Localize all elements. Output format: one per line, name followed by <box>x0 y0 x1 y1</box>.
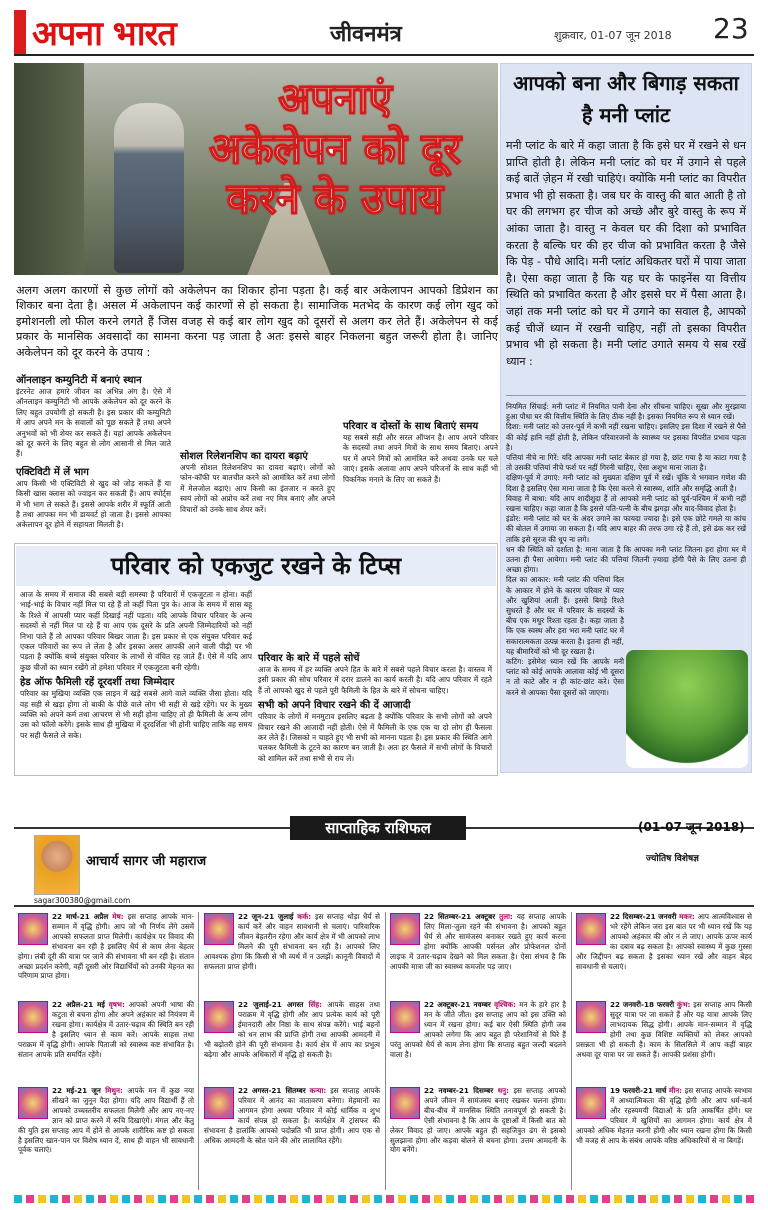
zodiac-text <box>204 1086 380 1145</box>
zodiac-symbol-icon <box>204 1087 234 1119</box>
tips-para-1: आज के समय में समाज की सबसे बड़ी समस्या है परिवारों में एकजुटता न होना। कहीं भाई-भाई के विचार नहीं मिल पा रहे हैं तो कहीं पिता पुत्र के। आज के समय में सास बहू के रिश्ते में आपसी प्यार कहीं दिखाई नहीं पड़ता। यदि आपके विचार परिवार के अन्य सदस्यों से नहीं मिल पा रहे हैं या आप एक दूसरे के प्रति अपनी जिम्मेदारियों को नहीं निभा पाते हैं तो आपका परिवार बिखर जाता है। इस प्रकार से एक संयुक्त परिवार कई एकल परिवारों का रूप ले लेता है और इसका असर आपकी आने वाली पीढ़ी पर भी पड़ता है क्योंकि बच्चे संयुक्त परिवार के लाभों से वंचित रह जाते हैं। ऐसे में यदि आप कुछ चीजों का ध्यान रखेंगे तो हमेशा परिवार में एकजुटता बनी रहेगी। <box>20 590 252 672</box>
zodiac-name: मकर: <box>679 912 698 921</box>
zodiac-text <box>390 1000 566 1059</box>
page-number: 23 <box>713 12 749 45</box>
zodiac-name: मीन: <box>669 1086 685 1095</box>
rashifal-divider-3 <box>571 912 572 1190</box>
plant-tip-8: दिल का आकार: मनी प्लांट की पत्तियां दिल के आकार में होने के कारण परिवार में प्यार और खुशियां आती हैं। इससे बिगड़े रिश्ते सुधरते हैं और घर में परिवार के सदस्यों के बीच एक मधुर रिश्ता रहता है। कहा जाता है कि एक स्वस्थ और हरा भरा मनी प्लांट घर में सकारात्मकता उत्पन्न करता है। इतना ही नहीं, यह बीमारियों को भी दूर रखता है। <box>506 575 624 656</box>
zodiac-name: कन्या: <box>309 1086 331 1095</box>
zodiac-symbol-icon <box>18 913 48 945</box>
rashifal-title: साप्ताहिक राशिफल <box>290 816 466 840</box>
zodiac-text <box>576 1086 752 1145</box>
zodiac-date-range: 22 अप्रैल-21 मई <box>52 1000 109 1009</box>
money-plant-divider <box>506 395 746 396</box>
lead-headline-line1: अपनाएं <box>278 74 392 123</box>
zodiac-forecast: इस सप्ताह थोड़ा धैर्य से कार्य करें और वाहन सावधानी से चलाएं। पारिवारिक जीवन बेहतरीन रहेगा और कार्य क्षेत्र में भी आपको लाभ मिलने की पूरी संभावना बन रही है। आपको लिए आवश्यक होगा कि किसी से भी व्यर्थ में न उलझें। कानूनी विवादों में सफलता प्राप्त होगी। <box>204 912 380 971</box>
astrologer-tag: ज्योतिष विशेषज्ञ <box>646 854 699 864</box>
issue-date: शुक्रवार, 01-07 जून 2018 <box>554 29 672 42</box>
zodiac-forecast: आप आत्मविश्वास से भरे रहेंगे लेकिन जरा इस बात पर भी ध्यान रखें कि यह आपको अहंकार की ओर न ले जाए। आपके ऊपर कार्य का दबाव बढ़ सकता है। आपको स्वास्थ्य में कुछ गुस्सा और जिद्दीपन बढ़ सकता है इसका ध्यान रखें और वाहन बेहद सावधानी से चलाएं। <box>576 912 752 971</box>
tips-para-4: परिवार के लोगों में मनमुटाव इसलिए बढ़ता है क्योंकि परिवार के सभी लोगों को अपने विचार रखने की आजादी नहीं होती। ऐसे में फैमिली के एक एक या दो लोग ही फैसला कर लेते हैं। जिसको न चाहते हुए भी सभी को मानना पड़ता है। इस प्रकार की स्थिति आगे चलकर फैमिली के टूटने का कारण बन जाती है। अतः हर फैसले में सभी लोगों के विचारों को शामिल करें तथा सभी से राय लें। <box>258 712 492 763</box>
brand-red-bar <box>14 10 26 54</box>
zodiac-symbol-icon <box>18 1001 48 1033</box>
zodiac-date-range: 22 सितम्बर-21 अक्टूबर <box>424 912 500 921</box>
plant-tip-3: पत्तियां नीचे ना गिरें: यदि आपका मनी प्लांट बेकार हो गया है, छांट गया है या काटा गया है तो उसकी पत्तियां नीचे फर्श पर नहीं गिरनी चाहिए, ऐसा अशुभ माना जाता है। <box>506 453 746 473</box>
zodiac-symbol-icon <box>576 1001 606 1033</box>
zodiac-text <box>18 1086 194 1155</box>
lead-headline-line3: करने के उपाय <box>226 174 444 223</box>
zodiac-text <box>576 1000 752 1059</box>
astrologer-name: आचार्य सागर जी महाराज <box>86 854 207 869</box>
rashifal-grid-top <box>14 905 754 907</box>
zodiac-text <box>18 1000 194 1059</box>
lead-headline-line2: अकेलेपन को दूर <box>209 124 461 173</box>
lead-column-1 <box>16 374 171 531</box>
zodiac-forecast: इस सप्ताह आपको अपने जीवन में सामंजस्य बनाए रखकर चलना होगा। बीच-बीच में मानसिक स्थिति तनावपूर्ण हो सकती है। ऐसी संभावना है कि आप के दृष्टाओं में किसी बात को लेकर विवाद हो जाए। आपके बहुत ही सहजित्रुत ढंग से इसको सुलझाना होगा और कड़वा बोलने से बचना होगा। उत्तम आमदनी के योग बनेंगे। <box>390 1086 566 1155</box>
rashifal-divider-1 <box>198 912 199 1190</box>
plant-tip-1: नियमित सिंचाई: मनी प्लांट में नियमित पानी देना और सींचना चाहिए। सूखा और मुरझाया हुआ पौधा घर की वित्तीय स्थिति के लिए ठीक नहीं है। इसका नियमित रूप से ध्यान रखें। <box>506 402 746 422</box>
astrologer-email: sagar300380@gmail.com <box>34 896 131 905</box>
newspaper-brand: अपना भारत <box>32 14 176 54</box>
zodiac-name: कर्क: <box>297 912 315 921</box>
zodiac-date-range: 22 नवम्बर-21 दिसम्बर <box>424 1086 498 1095</box>
rashifal-divider-2 <box>385 912 386 1190</box>
lead-headline <box>170 74 500 224</box>
zodiac-sign-entry <box>576 912 752 996</box>
zodiac-name: कुंभ: <box>676 1000 694 1009</box>
rashifal-date: (01-07 जून 2018) <box>638 820 745 834</box>
photo-tree <box>14 63 84 275</box>
zodiac-sign-entry <box>390 1000 566 1084</box>
zodiac-date-range: 22 जून-21 जुलाई <box>238 912 298 921</box>
zodiac-date-range: 22 जनवरी-18 फरवरी <box>610 1000 677 1009</box>
footer-color-dots <box>14 1195 754 1203</box>
tips-subhead-3: सभी को अपने विचार रखने की दें आजादी <box>258 700 411 712</box>
tips-para-2: परिवार का मुखिया व्यक्ति एक लाइन में खड़े सबसे आगे वाले व्यक्ति जैसा होता। यदि वह सही से खड़ा होगा तो बाकी के पीछे वाले लोग भी सही से खड़े रहेंगे। घर के मुख्य व्यक्ति को अपने कर्म तथा आचरण से भी सही होना चाहिए तो ही फैमिली के अन्य लोग उस को फॉलो करेंगे। इसके साथ ही मुखिया में दूरदर्शिता भी होनी चाहिए ताकि वह समय पर सही फैसले ले सके। <box>20 689 252 740</box>
tips-subhead-1: हेड ऑफ फैमिली रहें दूरदर्शी तथा जिम्मेदार <box>20 677 175 689</box>
zodiac-sign-entry <box>390 912 566 996</box>
zodiac-forecast: आपके साहस तथा पराक्रम में वृद्धि होगी और आप प्रत्येक कार्य को पूरी ईमानदारी और निष्ठा के साथ संपन्न करेंगे। भाई बहनों को धन लाभ की प्राप्ति होगी तथा आपकी आमदनी में भी बढ़ोतरी होने की पूरी संभावना है। कार्य क्षेत्र में आप का प्रभुत्व बढ़ेगा और आपके अधिकारों में वृद्धि हो सकती है। <box>204 1000 380 1059</box>
plant-tip-5: विवाह में बाधा: यदि आप शादीशुदा हैं तो आपको मनी प्लांट को पूर्व-पश्चिम में कभी नहीं रखना चाहिए। कहा जाता है कि इससे पति-पत्नी के बीच झगड़ा और वाद-विवाद होता है। <box>506 493 746 514</box>
lead-subhead-2: एक्टिविटी में लें भाग <box>16 466 89 478</box>
zodiac-forecast: आपको अपनी भाषा की कटुता से बचना होगा और अपने अहंकार को नियंत्रण में रखना होगा। कार्यक्षेत्र में उतार-चढ़ाव की स्थिति बन रही है इसलिए ध्यान से काम करें। आपके साहस तथा पराक्रम में वृद्धि होगी। आपके पिताजी को स्वास्थ्य कष्ट संभावित है। संतान आपके प्रति समर्पित रहेंगे। <box>18 1000 194 1059</box>
zodiac-symbol-icon <box>390 913 420 945</box>
lead-column-2 <box>180 376 335 515</box>
zodiac-name: मिथुन: <box>105 1086 128 1095</box>
plant-tip-4: दक्षिण-पूर्व में उगाएं: मनी प्लांट को मुख्यतः दक्षिण पूर्व में रखें। चूंकि ये भगवान गणेश की दिशा है इसलिए ऐसा माना जाता है कि ऐसा करने से स्वास्थ्य, शांति और समृद्धि आती है। <box>506 473 746 493</box>
zodiac-date-range: 22 अक्टूबर-21 नवम्बर <box>424 1000 495 1009</box>
family-tips-col-1 <box>20 590 252 741</box>
zodiac-sign-entry <box>18 1000 194 1084</box>
lead-column-3 <box>343 376 498 485</box>
zodiac-sign-entry <box>204 912 380 996</box>
zodiac-text <box>390 912 566 971</box>
plant-tip-6: इंडोर: मनी प्लांट को घर के अंदर उगाने का फायदा ज्यादा है। इसे एक छोटे गमले या कांच की बोतल में उगाया जा सकता है। यदि आप बाहर की तरफ उगा रहे हैं तो, इसे ढंक कर रखें ताकि इसे सूरज की धूप ना लगे। <box>506 514 746 544</box>
zodiac-name: धनु: <box>497 1086 514 1095</box>
zodiac-name: वृश्चिक: <box>494 1000 520 1009</box>
zodiac-symbol-icon <box>390 1001 420 1033</box>
zodiac-date-range: 22 दिसम्बर-21 जनवरी <box>610 912 680 921</box>
zodiac-symbol-icon <box>204 913 234 945</box>
family-tips-col-2 <box>258 652 492 764</box>
zodiac-date-range: 22 जुलाई-21 अगस्त <box>238 1000 309 1009</box>
zodiac-forecast: इस सप्ताह आपके स्वभाव में आध्यात्मिकता की वृद्धि होगी और आप धर्म-कर्म और रहस्यमयी विद्याओं के प्रति आकर्षित होंगे। घर परिवार में खुशियों का आगमन होगा। कार्य क्षेत्र में आपको अधिक मेहनत करनी होगी और ध्यान रखना होगा कि किसी भी वजह से आप के संबंध आपके वरिष्ठ अधिकारियों से ना बिगड़ें। <box>576 1086 752 1145</box>
header-rule <box>14 54 754 56</box>
lead-para-2: आप किसी भी एक्टिविटी से खुद को जोड़ सकते हैं या किसी खास क्लास को ज्वाइन कर सकती हैं। आप स्पोर्ट्स में भी भाग ले सकते हैं। इससे आपके शरीर में स्फूर्ति आती है तथा आपका मन भी डायवर्ट हो जाता है। इससे आपका अकेलापन दूर होने में सहायता मिलती है। <box>16 478 171 530</box>
tips-subhead-2: परिवार के बारे में पहले सोचें <box>258 653 360 664</box>
zodiac-text <box>204 912 380 971</box>
zodiac-sign-entry <box>390 1086 566 1188</box>
zodiac-name: तुला: <box>499 912 517 921</box>
zodiac-symbol-icon <box>576 1087 606 1119</box>
lead-subhead-3: सोशल रिलेशनशिप का दायरा बढ़ाएं <box>180 451 308 462</box>
zodiac-sign-entry <box>18 1086 194 1188</box>
zodiac-text <box>18 912 194 981</box>
zodiac-symbol-icon <box>390 1087 420 1119</box>
plant-tip-2: दिशा: मनी प्लांट को उत्तर-पूर्व में कभी नहीं रखना चाहिए। इसलिए इस दिशा में रखने से पैसे की कोई हानि नहीं होती है, लेकिन परिवारजनों के स्वास्थ्य पर इसका विपरीत प्रभाव पड़ता है। <box>506 422 746 452</box>
zodiac-text <box>576 912 752 971</box>
zodiac-symbol-icon <box>18 1087 48 1119</box>
lead-para-1: इंटरनेट आज हमारे जीवन का अभिन्न अंग है। ऐसे में ऑनलाइन कम्युनिटी भी आपके अकेलेपन को दूर करने के लिए बहुत उपयोगी हो सकती है। इस प्रकार की कम्युनिटी में आप अपने मन के सवालों को पूछ सकते हैं तथा अपने अनुभवों को भी शेयर कर सकते हैं। यहां आपके अकेलेपन को दूर करने के लिए बहुत से लोग आसानी से मिल जाते हैं। <box>16 387 171 459</box>
astrologer-photo <box>34 835 80 895</box>
tips-para-3: आज के समय में हर व्यक्ति अपने हित के बारे में सबसे पहले विचार करता है। वास्तव में इसी प्रकार की सोच परिवार में दरार डालने का कार्य करती है। यदि आप परिवार में रहते हैं तो आपको खुद से पहले पूरी फैमिली के हित के बारे में सोचना चाहिए। <box>258 665 492 695</box>
zodiac-sign-entry <box>204 1000 380 1084</box>
section-title: जीवनमंत्र <box>330 22 402 47</box>
zodiac-forecast: इस सप्ताह आपके परिवार में आनंद का वातावरण बनेगा। मेहमानों का आगमन होगा अथवा परिवार में कोई धार्मिक व शुभ कार्य संपन्न हो सकता है। कार्यक्षेत्र में ट्रांसफर की संभावना है हालांकि आपको पदोन्नति भी प्राप्त होगी। आप एक से अधिक आमदनी के स्रोत पाने की ओर लालायित रहेंगे। <box>204 1086 380 1145</box>
zodiac-forecast: यह सप्ताह आपके लिए मिला-जुला रहने की संभावना है। आपको बहुत धैर्य से और सामंजस्य बनाकर रखते हुए कार्य करना होगा क्योंकि आपकी पर्सनल और प्रोफेशनल दोनों लाइफ में उतार-चढ़ाव देखने को मिल सकता है। ऐसा संभव है कि आपकी मात्रा जी का स्वास्थ्य कमजोर पड़ जाए। <box>390 912 566 971</box>
zodiac-date-range: 19 फरवरी-21 मार्च <box>610 1086 670 1095</box>
lead-subhead-1: ऑनलाइन कम्युनिटी में बनाएं स्थान <box>16 375 142 386</box>
lead-subhead-4: परिवार व दोस्तों के साथ बिताएं समय <box>343 421 479 432</box>
money-plant-intro: मनी प्लांट के बारे में कहा जाता है कि इसे घर में रखने से धन प्राप्ति होती है। लेकिन मनी प्लांट को घर में उगाने से पहले कई बातें ज़ेहन में रखी चाहिएं। क्योंकि मनी प्लांट का विपरीत प्रभाव भी हो सकता है। जब घर के वास्तु की बात आती है तो घर की लगभग हर चीज को अच्छे और बुरे वास्तु के रूप में आंका जाता है। वास्तु न केवल घर की दिशा को प्रभावित करता है बल्कि घर की हर चीज को प्रभावित करता है जैसे कि पेड़ - पौधे आदि। मनी प्लांट अधिकतर घरों में पाया जाता है। ऐसा कहा जाता है कि यह घर के फाइनेंस या वित्तीय स्थिति को प्रभावित करता है और इससे घर में पैसा आता है। जहां तक मनी प्लांट को घर में उगाने का सवाल है, आपको कई चीजें ध्यान में रखनी चाहिए, नहीं तो इसका विपरीत प्रभाव भी हो सकता है। मनी प्लांट उगाते समय ये सब रखें ध्यान : <box>506 139 746 368</box>
zodiac-forecast: इस सप्ताह आपके मान-सम्मान में वृद्धि होगी। आप जो भी निर्णय लेंगे उसमें आपको सफलता प्राप्त मिलेगी। कार्यक्षेत्र पर विवाद की संभावना बन रही है इसलिए धैर्य से काम लेना बेहतर होगा। लंबी दूरी की यात्रा पर जाने की संभावना भी बन रही है। संतान अच्छा प्रदर्शन करेगी, वहीं दूसरी ओर विद्यार्थियों को उनकी मेहनत का परिणाम प्राप्त होगा। <box>18 912 194 981</box>
lead-intro: अलग अलग कारणों से कुछ लोगों को अकेलेपन का शिकार होना पड़ता है। कई बार अकेलापन आपको डिप्रेशन का शिकार बना देता है। असल में अकेलापन कई कारणों से हो सकता है। सामाजिक मतभेद के कारण कई लोग खुद को इमोशनली लो फील करने लगते हैं जिस वजह से कई बार लोग खुद को दूसरों से अलग कर लेते हैं। अकेलेपन से कई प्रकार के मानसिक अवसादों का सामना करना पड़ जाता है अतः इससे बाहर निकलना बहुत जरूरी होता है। जानिए अकेलेपन को दूर करने के उपाय : <box>16 284 498 359</box>
zodiac-date-range: 22 अगस्त-21 सितम्बर <box>238 1086 310 1095</box>
zodiac-date-range: 22 मार्च-21 अप्रैल <box>52 912 113 921</box>
money-plant-headline: आपको बना और बिगाड़ सकता है मनी प्लांट <box>513 71 739 127</box>
plant-tip-7: धन की स्थिति को दर्शाता है: माना जाता है कि आपका मनी प्लांट जितना हरा होगा घर में उतना ही पैसा आयेगा। मनी प्लांट की पत्तियां जितनी ज़्यादा होंगी पैसे के लिए उतना ही अच्छा होगा। <box>506 544 746 575</box>
zodiac-forecast: मन के हारे हार है मन के जीते जीत। इस सप्ताह आप को इस उक्ति को ध्यान में रखना होगा। कई बार ऐसी स्थिति होगी जब आपको लगेगा कि आप बहुत ही परेशानियों से घिरे हैं परंतु आपको धैर्य से काम लेना होगा कि सप्ताह बहुत जल्दी बदलने वाला है। <box>390 1000 566 1059</box>
zodiac-sign-entry <box>204 1086 380 1188</box>
zodiac-sign-entry <box>576 1086 752 1188</box>
zodiac-name: मेष: <box>112 912 128 921</box>
zodiac-name: वृषभ: <box>108 1000 129 1009</box>
zodiac-text <box>390 1086 566 1155</box>
zodiac-sign-entry <box>18 912 194 996</box>
money-plant-photo <box>626 650 748 768</box>
zodiac-forecast: इस सप्ताह आप किसी सुदूर यात्रा पर जा सकते हैं और यह यात्रा आपके लिए लाभदायक सिद्ध होगी। आपके मान-सम्मान में वृद्धि होगी तथा कुछ विशिष्ट व्यक्तियों को लेकर आपको प्रसन्नता भी हो सकती है। काम के सिलसिले में आप कहीं बाहर अथवा दूर यात्रा पर जा सकते हैं। आपकी प्रशंसा होगी। <box>576 1000 752 1059</box>
plant-tip-9: कटिंग: इसेमेश ध्यान रखें कि आपके मनी प्लांट को कोई आपके आलावा कोई भी दूसरा न तो काटे और न ही कांट-छांट करे। ऐसा करने से आपका पैसा दूसरों को जाएगा। <box>506 657 624 697</box>
zodiac-date-range: 22 मई-21 जून <box>52 1086 106 1095</box>
lead-para-4: यह सबसे सही और सरल ऑप्शन है। आप अपने परिवार के सदस्यों तथा अपने मित्रों के साथ समय बिताएं। अपने घर में अपने मित्रों को आमंत्रित करें अथवा उनके घर चले जाएं। इसके अलावा आप अपने परिजनों के साथ कहीं भी पिकनिक मनाने के लिए जा सकते हैं। <box>343 433 498 484</box>
zodiac-forecast: आपके मन में कुछ नया सीखने का जुनून पैदा होगा। यदि आप विद्यार्थी हैं तो आपको उच्चस्तरीय सफलता मिलेगी और आप नए-नए ज्ञान को प्राप्त करने में रूचि दिखाएंगे। मंगल और केतु की युति इस सप्ताह आप में होने से आपके शारीरिक कष्ट हो सकता है इसलिए खान-पान पर विशेष ध्यान दें, साथ ही वाहन भी सावधानी पूर्वक चलाएं। <box>18 1086 194 1155</box>
zodiac-symbol-icon <box>204 1001 234 1033</box>
zodiac-sign-entry <box>576 1000 752 1084</box>
zodiac-name: सिंह: <box>308 1000 328 1009</box>
family-tips-headline: परिवार को एकजुट रखने के टिप्स <box>16 546 496 586</box>
lead-para-3: अपनी सोशल रिलेशनशिप का दायरा बढ़ाएं। लोगों को फोन-कॉफी पर बातचीत करने को आमंत्रित करें तथा लोगों में मेलजोल बढ़ाएं। आप किसी का इंतजार न करते हुए स्वयं लोगों को अप्रोच करें तथा नए मित्र बनाएं और अपने विचारों को उनके साथ शेयर करें। <box>180 463 335 514</box>
zodiac-symbol-icon <box>576 913 606 945</box>
zodiac-text <box>204 1000 380 1059</box>
